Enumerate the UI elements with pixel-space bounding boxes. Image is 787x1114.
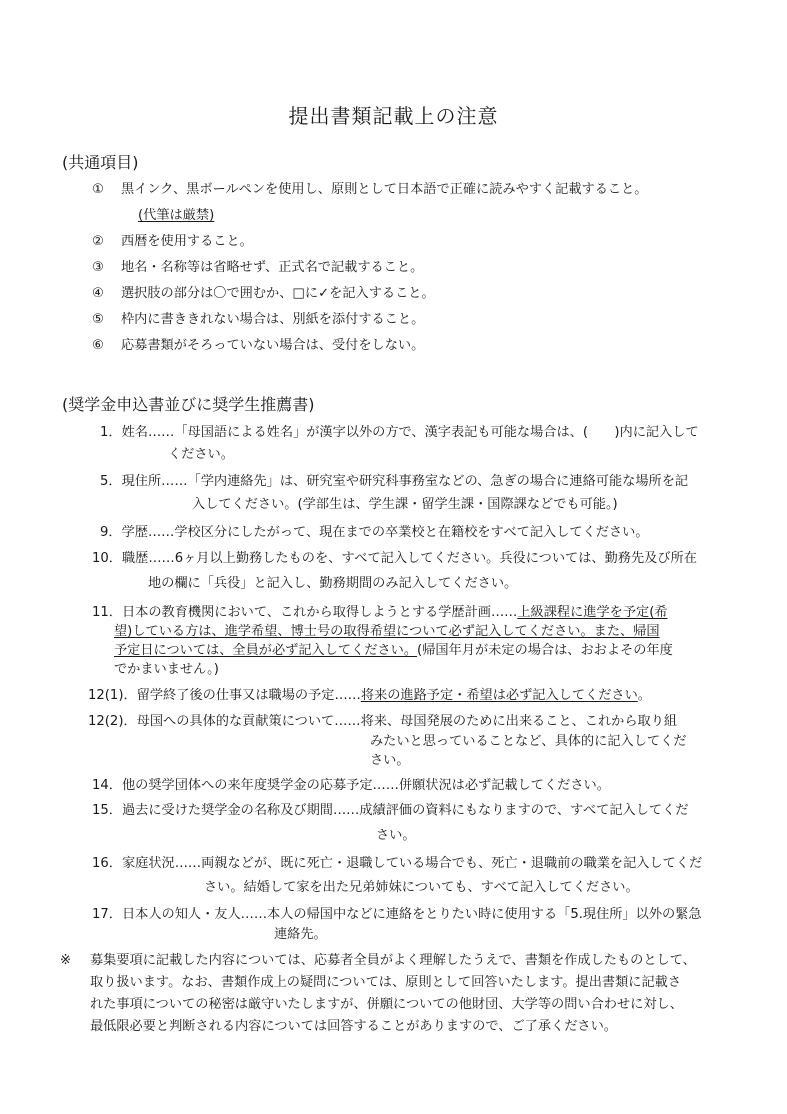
- item-17-line-a: 17．日本人の知人・友人……本人の帰国中などに連絡をとりたい時に使用する「5.現住所」以外の緊急: [92, 907, 702, 922]
- item-15-line-b: さい。: [376, 828, 416, 843]
- common-item-5-num: ⑤: [92, 312, 104, 327]
- item-12-2-line-c: さい。: [370, 753, 410, 768]
- item-12-1-plain: 12(1)．留学終了後の仕事又は職場の予定……: [88, 688, 361, 703]
- item-11-line-c-plain: (帰国年月が未定の場合は、おおよその年度: [417, 643, 673, 658]
- item-11-line-c: [114, 643, 673, 659]
- note-line-2: 取り扱います。なお、書類作成上の疑問については、原則として回答いたします。提出書類に記載さ: [90, 975, 682, 990]
- item-15-line-a: 15．過去に受けた奨学金の名称及び期間……成績評価の資料にもなりますので、すべて記入してくだ: [92, 803, 689, 818]
- item-11-line-b: 望)している方は、進学希望、博士号の取得希望について必ず記入してください。また、帰国: [114, 624, 660, 639]
- common-item-6-num: ⑥: [92, 338, 104, 353]
- item-10-line-a: 10．職歴……6ヶ月以上勤務したものを、すべて記入してください。兵役については、勤務先及び所在: [92, 551, 697, 566]
- common-item-1-text: 黒インク、黒ボールペンを使用し、原則として日本語で正確に読みやすく記載すること。: [121, 182, 648, 197]
- item-11-line-d: でかまいません。): [114, 662, 219, 677]
- item-1-line-b: ください。: [168, 447, 234, 462]
- common-item-4-num: ④: [92, 286, 104, 301]
- item-14-line: 14．他の奨学団体への来年度奨学金の応募予定……併願状況は必ず記載してください。: [92, 778, 610, 793]
- scholarship-heading: (奨学金申込書並びに奨学生推薦書): [62, 395, 315, 414]
- common-heading: (共通項目): [62, 153, 139, 172]
- item-9-line: 9．学歴……学校区分にしたがって、現在までの卒業校と在籍校をすべて記入してください。: [100, 525, 649, 540]
- item-5-line-a: 5．現住所……「学内連絡先」は、研究室や研究科事務室などの、急ぎの場合に連絡可能な場所を記: [100, 474, 689, 489]
- item-11-line-a-plain: 11．日本の教育機関において、これから取得しようとする学歴計画……: [92, 605, 518, 620]
- note-mark: ※: [60, 953, 72, 968]
- note-line-1: 募集要項に記載した内容については、応募者全員がよく理解したうえで、書類を作成したものとして、: [90, 953, 696, 968]
- item-12-1-underlined: 将来の進路予定・希望は必ず記入してください: [360, 688, 638, 703]
- common-item-3-text: 地名・名称等は省略せず、正式名で記載すること。: [121, 260, 424, 275]
- document-title: 提出書類記載上の注意: [288, 104, 499, 128]
- item-12-2-line-a: 12(2)．母国への具体的な貢献策について……将来、母国発展のために出来ること、これから取り組: [88, 714, 678, 729]
- item-16-line-b: さい。結婚して家を出た兄弟姉妹についても、すべて記入してください。: [204, 880, 639, 895]
- item-5-line-b: 入してください。(学部生は、学生課・留学生課・国際課などでも可能。): [192, 497, 618, 512]
- common-item-4-text: 選択肢の部分は〇で囲むか、□に✓を記入すること。: [121, 286, 435, 301]
- item-12-2-line-b: みたいと思っていることなど、具体的に記入してくだ: [370, 734, 687, 749]
- note-line-3: れた事項についての秘密は厳守いたしますが、併願についての他財団、大学等の問い合わせに対し、: [90, 997, 683, 1012]
- item-12-1-line: [88, 688, 651, 704]
- note-line-4: 最低限必要と判断される内容については回答することがありますので、ご了承ください。: [90, 1019, 617, 1034]
- common-item-2-num: ②: [92, 234, 104, 249]
- item-11-line-a: [92, 605, 668, 621]
- item-11-line-a-underlined: 上級課程に進学を予定(希: [517, 605, 668, 620]
- item-10-line-b: 地の欄に「兵役」と記入し、勤務期間のみ記入してください。: [148, 576, 518, 591]
- item-12-1-end: 。: [637, 688, 651, 703]
- common-item-6-text: 応募書類がそろっていない場合は、受付をしない。: [121, 338, 425, 353]
- common-item-1-num: ①: [92, 182, 104, 197]
- common-item-2-text: 西暦を使用すること。: [121, 234, 253, 249]
- item-11-line-c-underlined: 予定日については、全員が必ず記入してください。: [114, 643, 418, 658]
- common-item-1-sub: (代筆は厳禁): [138, 208, 215, 223]
- common-item-3-num: ③: [92, 260, 104, 275]
- item-1-line-a: 1．姓名……「母国語による姓名」が漢字以外の方で、漢字表記も可能な場合は、( )内に記入して: [100, 425, 699, 440]
- item-17-line-b: 連絡先。: [274, 927, 327, 942]
- item-16-line-a: 16．家庭状況……両親などが、既に死亡・退職している場合でも、死亡・退職前の職業を記入してくだ: [92, 856, 703, 871]
- common-item-5-text: 枠内に書ききれない場合は、別紙を添付すること。: [121, 312, 425, 327]
